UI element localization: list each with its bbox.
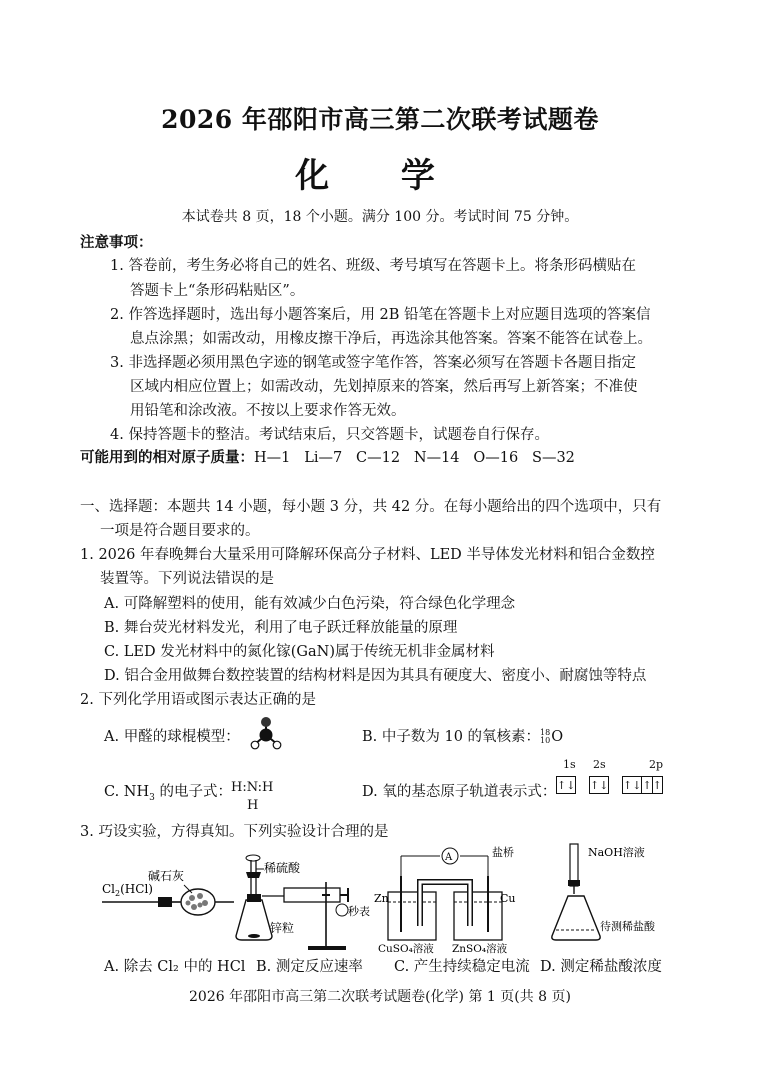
orbital-2p-3: ↑ [652,778,662,792]
atomic-mass-line [80,446,575,467]
atomic-mass-values: H—1 Li—7 C—12 N—14 O—16 S—32 [254,450,575,466]
svg-text:锌粒: 锌粒 [270,921,295,935]
note-1-line-1: 1. 答卷前，考生务必将自己的姓名、班级、考号填写在答题卡上。将条形码横贴在 [110,258,636,274]
q2-option-d: D. 氧的基态原子轨道表示式： [362,784,557,800]
note-3-line-2: 区域内相应位置上；如需改动，先划掉原来的答案，然后再写上新答案；不准使 [130,379,638,395]
q3-option-d: D. 测定稀盐酸浓度 [540,959,662,975]
note-4-line-1: 4. 保持答题卡的整洁。考试结束后，只交答题卡，试题卷自行保存。 [110,427,549,443]
q2-option-b-text: B. 中子数为 10 的氧核素： [362,729,541,745]
subject-title: 化 学 [295,156,465,196]
exam-info: 本试卷共 8 页，18 个小题。满分 100 分。考试时间 75 分钟。 [181,209,579,225]
q2-stem: 2. 下列化学用语或图示表达正确的是 [80,692,316,708]
q3-option-b: B. 测定反应速率 [256,959,363,975]
svg-text:Cl2(HCl): $Cl_2(HCl)$ [102,882,153,898]
page-footer: 2026 年邵阳市高三第二次联考试题卷(化学) 第 1 页(共 8 页) [189,989,571,1005]
figure-a-drying-tube [102,868,234,915]
figure-d-titration [552,844,656,940]
note-1-line-2: 答题卡上“条形码粘贴区”。 [130,283,305,299]
oxygen-mass-number: 18 [540,728,551,737]
svg-text:稀硫酸: 稀硫酸 [264,861,301,875]
orbital-label-1s: 1s [563,758,576,771]
q3-option-a: A. 除去 Cl₂ 中的 HCl [104,959,246,975]
notes-heading: 注意事项： [80,235,153,251]
svg-text:碱石灰: 碱石灰 [148,869,185,883]
svg-text:盐桥: 盐桥 [492,846,514,859]
orbital-1s: ↑↓ [557,778,576,792]
q1-option-a: A. 可降解塑料的使用，能有效减少白色污染，符合绿色化学理念 [104,596,516,612]
svg-text:Zn: Zn [374,892,389,905]
orbital-2s: ↑↓ [590,778,609,792]
q1-option-d: D. 铝合金用做舞台数控装置的结构材料是因为其具有硬度大、密度小、耐腐蚀等特点 [104,668,647,684]
q2-option-c-sub: 3 [149,792,155,803]
exam-title: 2026 年邵阳市高三第二次联考试题卷 [161,105,599,134]
orbital-label-2s: 2s [593,758,606,771]
q1-stem-line-2: 装置等。下列说法错误的是 [100,571,274,587]
q2-option-b [362,725,563,746]
note-3-line-1: 3. 非选择题必须用黑色字迹的钢笔或签字笔作答，答案必须写在答题卡各题目指定 [110,355,636,371]
q3-experiment-figures [96,836,696,956]
q3-stem: 3. 巧设实验，方得真知。下列实验设计合理的是 [80,824,389,840]
note-2-line-2: 息点涂黑；如需改动，用橡皮擦干净后，再选涂其他答案。答案不能答在试卷上。 [130,331,652,347]
svg-text:ZnSO₄溶液: ZnSO₄溶液 [452,943,508,955]
svg-text:Cu: Cu [500,892,516,905]
note-3-line-3: 用铅笔和涂改液。不按以上要求作答无效。 [130,403,406,419]
svg-text:秒表: 秒表 [348,905,370,918]
svg-text:CuSO₄溶液: CuSO₄溶液 [378,943,434,955]
orbital-2p-1: ↑↓ [623,778,642,792]
q3-option-c: C. 产生持续稳定电流 [394,959,530,975]
orbital-label-2p: 2p [649,758,664,771]
formaldehyde-ball-stick-model [246,716,286,752]
q1-option-c: C. LED 发光材料中的氮化镓(GaN)属于传统无机非金属材料 [104,644,495,660]
nh3-electron-formula-h: H [247,798,259,813]
note-2-line-1: 2. 作答选择题时，选出每小题答案后，用 2B 铅笔在答题卡上对应题目选项的答案信 [110,307,651,323]
section1-line-2: 一项是符合题目要求的。 [100,523,260,539]
section1-line-1: 一、选择题：本题共 14 小题，每小题 3 分，共 42 分。在每小题给出的四个选项中，只有 [80,499,662,515]
q1-option-b: B. 舞台荧光材料发光，利用了电子跃迁释放能量的原理 [104,620,458,636]
atomic-mass-label: 可能用到的相对原子质量： [80,450,254,466]
q2-option-c-suffix: 的电子式： [154,784,232,800]
orbital-2p-2: ↑ [642,778,652,792]
svg-text:待测稀盐酸: 待测稀盐酸 [600,920,655,933]
q2-option-c [104,780,232,803]
q2-option-a: A. 甲醛的球棍模型： [104,729,240,745]
oxygen-atomic-number: 10 [540,736,551,745]
q1-stem-line-1: 1. 2026 年春晚舞台大量采用可降解环保高分子材料、LED 半导体发光材料和铝合金数控 [80,547,655,563]
figure-b-rate-apparatus [236,855,370,950]
oxygen-symbol: O [551,729,564,745]
svg-text:A: A [445,852,453,863]
q2-option-c-prefix: C. NH [104,784,150,800]
figure-c-galvanic-cell [374,845,516,955]
nh3-electron-formula: H:N:H [231,780,274,795]
svg-text:NaOH溶液: NaOH溶液 [588,846,645,859]
